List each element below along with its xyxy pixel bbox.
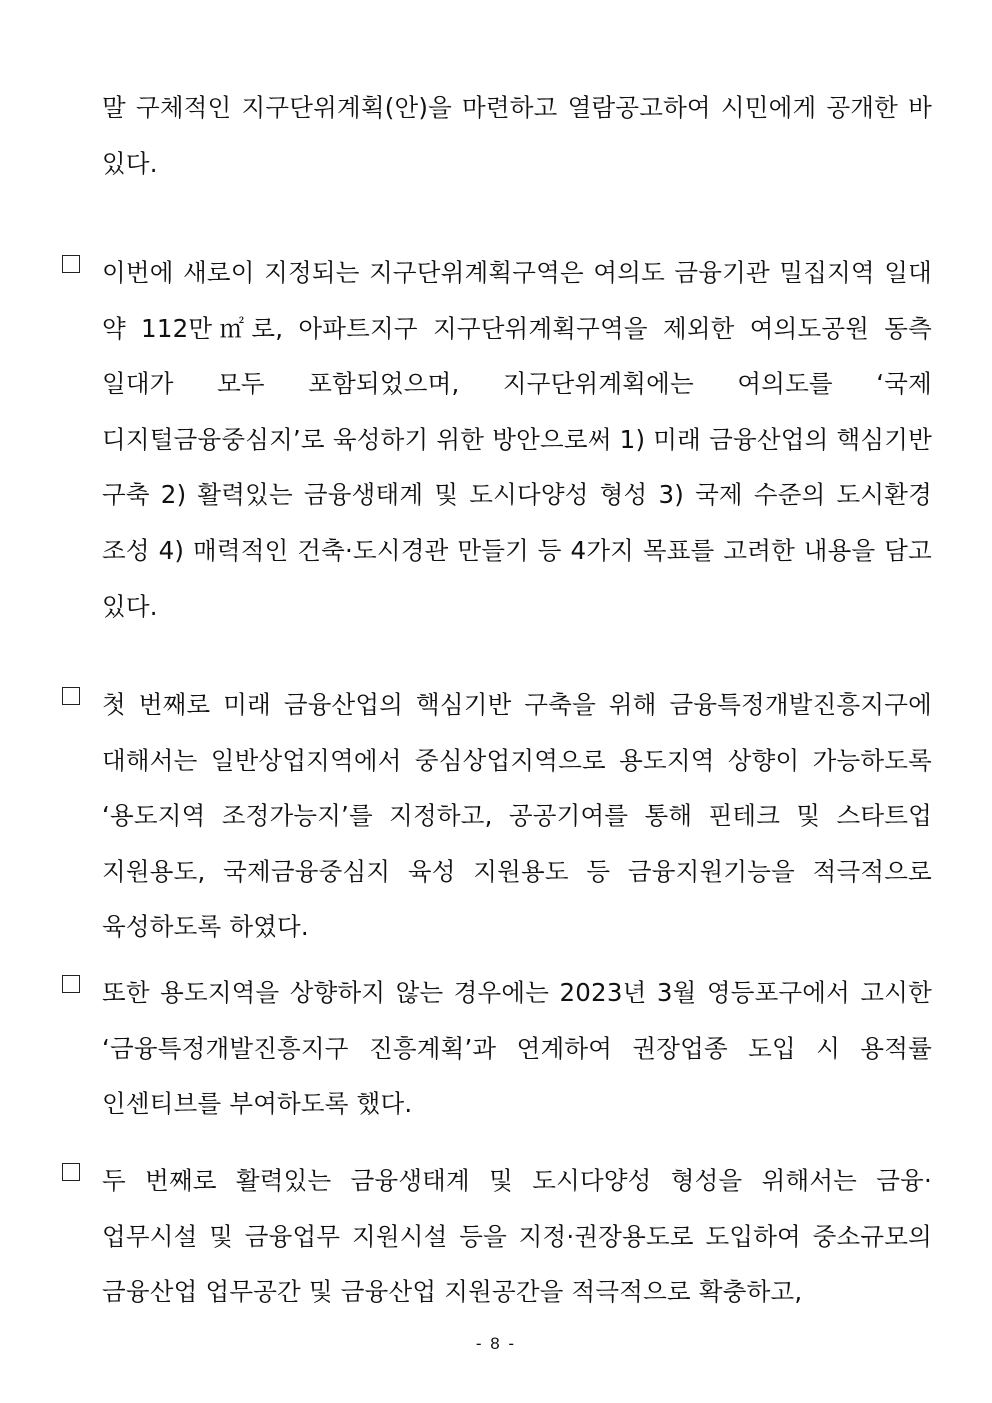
page-number: - 8 -	[475, 1334, 517, 1353]
paragraph-text: 이번에 새로이 지정되는 지구단위계획구역은 여의도 금융기관 밀집지역 일대 약 112만㎡로, 아파트지구 지구단위계획구역을 제외한 여의도공원 동측 일대가 모두 포함되었으며, 지구단위계획에는 여의도를 ‘국제 디지털금융중심지’로 육성하기 위한 방안으로써 1) 미래 금융산업의 핵심기반 구축 2) 활력있는 금융생태계 및 도시다양성 형성 3) 국제 수준의 도시환경 조성 4) 매력적인 건축·도시경관 만들기 등 4가지 목표를 고려한 내용을 담고 있다.	[102, 258, 932, 621]
checkbox-bullet-icon	[62, 255, 80, 273]
paragraph-text: 말 구체적인 지구단위계획(안)을 마련하고 열람공고하여 시민에게 공개한 바 있다.	[102, 93, 932, 178]
checkbox-bullet-icon	[62, 687, 80, 705]
paragraph-text: 또한 용도지역을 상향하지 않는 경우에는 2023년 3월 영등포구에서 고시한 ‘금융특정개발진흥지구 진흥계획’과 연계하여 권장업종 도입 시 용적률 인센티브를 부여하도록 했다.	[102, 978, 932, 1119]
paragraph-continuation	[62, 80, 932, 191]
paragraph-text: 두 번째로 활력있는 금융생태계 및 도시다양성 형성을 위해서는 금융·업무시설 및 금융업무 지원시설 등을 지정·권장용도로 도입하여 중소규모의 금융산업 업무공간 및 금융산업 지원공간을 적극적으로 확충하고,	[102, 1166, 932, 1307]
paragraph-district-designation	[62, 245, 932, 634]
paragraph-first-goal	[62, 677, 932, 955]
paragraph-text: 첫 번째로 미래 금융산업의 핵심기반 구축을 위해 금융특정개발진흥지구에 대해서는 일반상업지역에서 중심상업지역으로 용도지역 상향이 가능하도록 ‘용도지역 조정가능지’를 지정하고, 공공기여를 통해 핀테크 및 스타트업 지원용도, 국제금융중심지 육성 지원용도 등 금융지원기능을 적극적으로 육성하도록 하였다.	[102, 690, 932, 942]
checkbox-bullet-icon	[62, 975, 80, 993]
paragraph-second-goal	[62, 1153, 932, 1320]
checkbox-bullet-icon	[62, 1163, 80, 1181]
paragraph-incentive	[62, 965, 932, 1132]
